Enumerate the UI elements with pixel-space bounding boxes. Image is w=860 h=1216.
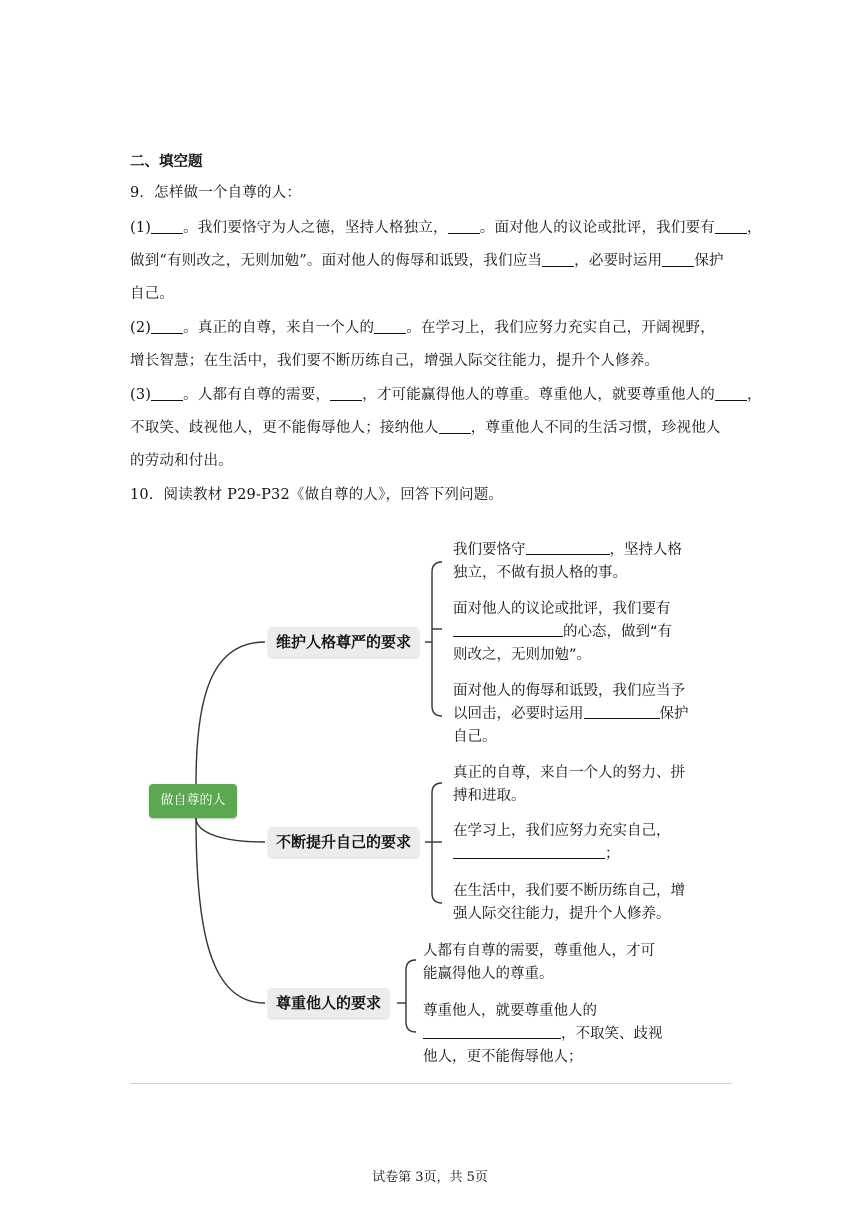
question-9-part-2: (2) 。真正的自尊，来自一个人的 。在学习上，我们应努力充实自己，开阔视野， xyxy=(130,320,715,336)
mindmap-leaf: 尊重他人，就要尊重他人的 ，不取笑、歧视 他人，更不能侮辱他人； xyxy=(423,1003,663,1065)
answer-blank[interactable] xyxy=(151,232,183,234)
connector-root-branch-3 xyxy=(196,818,265,1003)
question-9-part-1-line-3: 自己。 xyxy=(130,286,175,302)
section-title: 二、填空题 xyxy=(130,154,203,170)
question-9-part-3-line-2: 不取笑、歧视他人，更不能侮辱他人；接纳他人 ，尊重他人不同的生活习惯，珍视他人 xyxy=(130,420,721,436)
mindmap-leaf: 在生活中，我们要不断历练自己，增 强人际交往能力，提升个人修养。 xyxy=(453,883,685,922)
question-9-part-2-line-2: 增长智慧；在生活中，我们要不断历练自己，增强人际交往能力，提升个人修养。 xyxy=(130,353,660,369)
answer-blank[interactable] xyxy=(151,332,183,334)
mindmap-leaf: 我们要恪守 ，坚持人格 独立，不做有损人格的事。 xyxy=(453,542,682,581)
connector-root-branch-2 xyxy=(196,818,265,842)
mindmap-root: 做自尊的人 xyxy=(149,784,237,818)
answer-blank[interactable] xyxy=(453,635,563,637)
question-9-part-1-line-2: 做到“有则改之，无则加勉”。面对他人的侮辱和诋毁，我们应当 ，必要时运用 保护 xyxy=(130,253,724,269)
footer-divider xyxy=(130,1083,732,1084)
question-9-part-1: (1) 。我们要恪守为人之德，坚持人格独立， 。面对他人的议论或批评，我们要有 ， xyxy=(130,220,762,236)
answer-blank[interactable] xyxy=(439,432,471,434)
mindmap-leaf: 在学习上，我们应努力充实自己， ； xyxy=(453,823,671,862)
answer-blank[interactable] xyxy=(662,265,694,267)
question-9-part-3: (3) 。人都有自尊的需要， ，才可能赢得他人的尊重。尊重他人，就要尊重他人的 ， xyxy=(130,387,762,403)
mindmap-leaf: 面对他人的侮辱和诋毁，我们应当予 以回击，必要时运用 保护 自己。 xyxy=(453,683,689,745)
answer-blank[interactable] xyxy=(330,399,362,401)
connector-root-branch-1 xyxy=(196,642,265,784)
answer-blank[interactable] xyxy=(151,399,183,401)
answer-blank[interactable] xyxy=(715,399,747,401)
mindmap-leaf: 面对他人的议论或批评，我们要有 的心态，做到“有 则改之，无则加勉”。 xyxy=(453,601,673,663)
answer-blank[interactable] xyxy=(584,717,660,719)
mindmap-leaf: 人都有自尊的需要，尊重他人，才可 能赢得他人的尊重。 xyxy=(423,943,655,982)
answer-blank[interactable] xyxy=(526,553,610,555)
mindmap-branch-1: 维护人格尊严的要求 xyxy=(268,627,419,657)
question-9-title: 9．怎样做一个自尊的人： xyxy=(130,185,302,201)
answer-blank[interactable] xyxy=(542,265,574,267)
bracket-branch-1 xyxy=(432,562,442,716)
question-9-part-3-line-3: 的劳动和付出。 xyxy=(130,453,233,469)
mindmap-branch-3: 尊重他人的要求 xyxy=(268,988,389,1018)
bracket-branch-2 xyxy=(432,783,442,903)
answer-blank[interactable] xyxy=(453,857,605,859)
answer-blank[interactable] xyxy=(423,1037,561,1039)
page-footer: 试卷第 3页，共 5页 xyxy=(372,1170,488,1185)
mindmap-branch-2: 不断提升自己的要求 xyxy=(268,827,419,857)
answer-blank[interactable] xyxy=(448,232,480,234)
answer-blank[interactable] xyxy=(715,232,747,234)
answer-blank[interactable] xyxy=(374,332,406,334)
mindmap-leaf: 真正的自尊，来自一个人的努力、拼 搏和进取。 xyxy=(453,765,685,804)
bracket-branch-3 xyxy=(406,960,416,1032)
question-10-title: 10．阅读教材 P29-P32《做自尊的人》，回答下列问题。 xyxy=(130,487,504,503)
